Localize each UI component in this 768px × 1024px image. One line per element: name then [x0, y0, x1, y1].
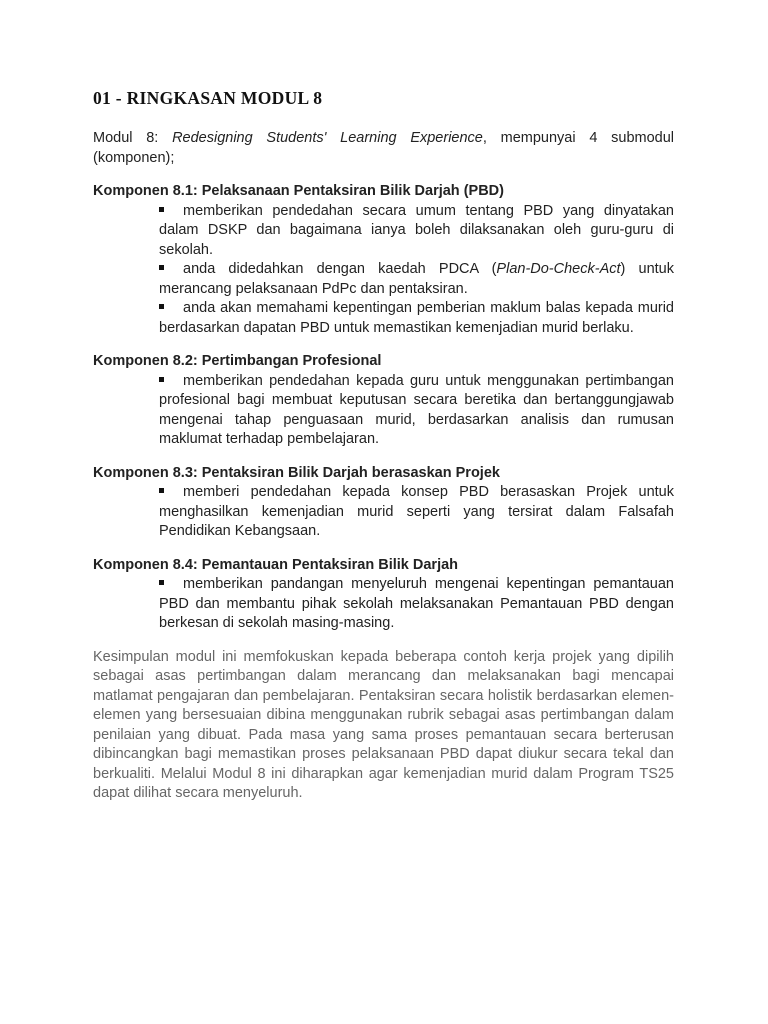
bullet-point — [159, 372, 674, 450]
komponen-heading: Komponen 8.2: Pertimbangan Profesional — [93, 353, 382, 369]
square-bullet-icon — [159, 304, 164, 309]
bullet-point — [159, 299, 674, 338]
point-text: memberikan pandangan menyeluruh mengenai kepentingan pemantauan PBD dan membantu pihak sekolah melaksanakan Pemantauan PBD dengan berkesan di sekolah masing-masing. — [159, 576, 674, 631]
komponen-heading: Komponen 8.1: Pelaksanaan Pentaksiran Bilik Darjah (PBD) — [93, 183, 504, 199]
square-bullet-icon — [159, 488, 164, 493]
komponen-points — [93, 372, 674, 450]
komponen-section — [93, 182, 674, 338]
intro-suffix: , mempunyai 4 submodul (komponen); — [93, 130, 674, 166]
komponen-heading: Komponen 8.3: Pentaksiran Bilik Darjah berasaskan Projek — [93, 464, 500, 481]
document-title: 01 - RINGKASAN MODUL 8 — [93, 88, 323, 108]
bullet-point — [159, 483, 674, 542]
bullet-point — [159, 202, 674, 261]
document-page — [93, 88, 674, 804]
bullet-point — [159, 575, 674, 634]
point-text: memberi pendedahan kepada konsep PBD berasaskan Projek untuk menghasilkan kemenjadian murid seperti yang tersirat dalam Falsafah Pendidikan Kebangsaan. — [159, 484, 674, 539]
conclusion-paragraph: Kesimpulan modul ini memfokuskan kepada beberapa contoh kerja projek yang dipilih sebagai asas pertimbangan dalam merancang dan melaksanakan bagi mencapai matlamat pengajaran dan pembelajaran. Pentaksiran secara holistik berdasarkan elemen-elemen yang bersesuaian dibina menggunakan rubrik sebagai asas pertimbangan dalam penilaian yang dibuat. Pada masa yang sama proses pemantauan secara berterusan dibincangkan bagi memastikan proses pelaksanaan PBD dapat diukur secara tekal dan berkualiti. Melalui Modul 8 ini diharapkan agar kemenjadian murid dalam Program TS25 dapat dilihat secara menyeluruh. — [93, 648, 674, 801]
bullet-point — [159, 260, 674, 299]
point-text-after: ) untuk merancang pelaksanaan PdPc dan pentaksiran. — [159, 261, 674, 297]
komponen-points — [93, 202, 674, 339]
komponen-points — [93, 483, 674, 542]
intro-paragraph — [93, 129, 674, 168]
komponen-section — [93, 352, 674, 450]
square-bullet-icon — [159, 580, 164, 585]
point-text-italic: Plan-Do-Check-Act — [496, 261, 621, 277]
point-text: memberikan pendedahan kepada guru untuk menggunakan pertimbangan profesional bagi membuat keputusan secara beretika dan bertanggungjawab mengenai tahap penguasaan murid, berdasarkan analisis dan rumusan maklumat terhadap pembelajaran. — [159, 372, 674, 447]
komponen-section — [93, 556, 674, 634]
square-bullet-icon — [159, 207, 164, 212]
komponen-section — [93, 464, 674, 542]
intro-module-name: Redesigning Students' Learning Experience — [172, 130, 483, 146]
komponen-points — [93, 575, 674, 634]
point-text: anda didedahkan dengan kaedah PDCA ( — [183, 261, 497, 277]
intro-prefix: Modul 8: — [93, 130, 173, 146]
point-text: anda akan memahami kepentingan pemberian maklum balas kepada murid berdasarkan dapatan PBD untuk memastikan kemenjadian murid berlaku. — [159, 300, 674, 336]
komponen-heading: Komponen 8.4: Pemantauan Pentaksiran Bilik Darjah — [93, 556, 459, 573]
square-bullet-icon — [159, 265, 164, 270]
point-text: memberikan pendedahan secara umum tentang PBD yang dinyatakan dalam DSKP dan bagaimana ianya boleh dilaksanakan oleh guru-guru di sekolah. — [159, 202, 674, 258]
square-bullet-icon — [159, 377, 164, 382]
